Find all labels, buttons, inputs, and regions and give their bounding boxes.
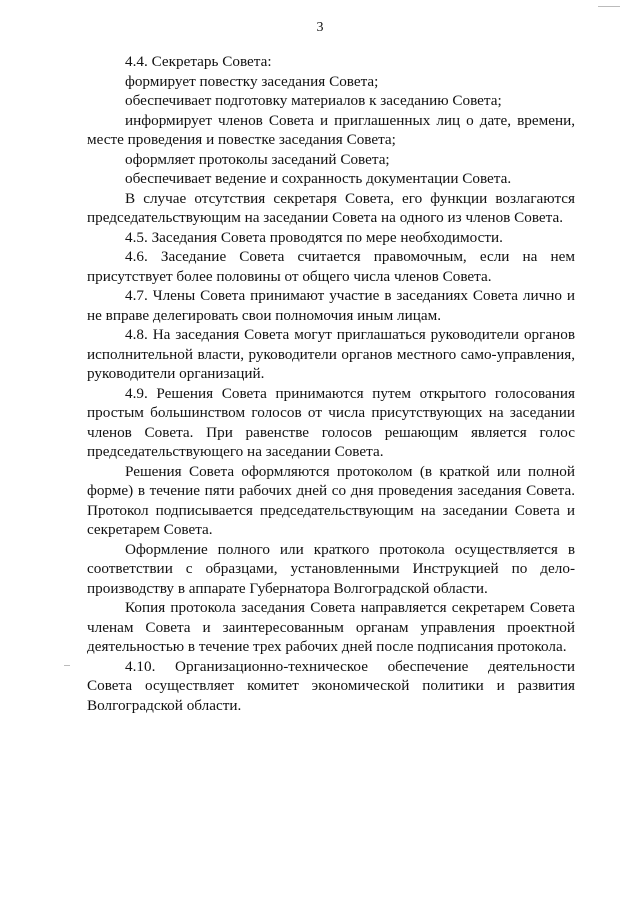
document-body	[87, 52, 575, 715]
paragraph-4-4: 4.4. Секретарь Совета:	[125, 53, 272, 70]
paragraph-4-9: 4.9. Решения Совета принимаются путем открытого голосования простым большинством голосов от числа присутствующих на заседании членов Совета. При равенстве голосов решающим является голос председательствующего на заседании Совета.	[87, 384, 575, 460]
paragraph: Решения Совета оформляются протоколом (в краткой или полной форме) в течение пяти рабочих дней со дня проведения заседания Совета. Протокол подписывается председательствующим на заседании Совета и секретарем Совета.	[87, 462, 575, 538]
list-item: обеспечивает подготовку материалов к заседанию Совета;	[125, 92, 502, 109]
paragraph: Копия протокола заседания Совета направляется секретарем Совета членам Совета и заинтересованным органам управления проектной деятельностью в течение трех рабочих дней после подписания протокола.	[87, 599, 575, 655]
paragraph: В случае отсутствия секретаря Совета, его функции возлагаются председательствующим на заседании Совета на одного из членов Совета.	[87, 189, 575, 226]
list-item: оформляет протоколы заседаний Совета;	[125, 150, 390, 168]
scan-mark	[598, 6, 620, 7]
paragraph-4-7: 4.7. Члены Совета принимают участие в заседаниях Совета лично и не вправе делегировать свои полномочия иным лицам.	[87, 287, 575, 324]
list-item: обеспечивает ведение и сохранность документации Совета.	[125, 170, 512, 187]
paragraph: Оформление полного или краткого протокола осуществляется в соответствии с образцами, установленными Инструкцией по дело-производству в аппарате Губернатора Волгоградской области.	[87, 540, 575, 597]
paragraph-4-8: 4.8. На заседания Совета могут приглашаться руководители органов исполнительной власти, руководители органов местного само-управления, руководители организаций.	[87, 326, 575, 382]
paragraph-4-6: 4.6. Заседание Совета считается правомочным, если на нем присутствует более половины от общего числа членов Совета.	[87, 248, 575, 285]
paragraph-4-5: 4.5. Заседания Совета проводятся по мере необходимости.	[125, 228, 503, 246]
paragraph-4-10: 4.10. Организационно-техническое обеспечение деятельности Совета осуществляет комитет экономической политики и развития Волгоградской области.	[87, 657, 575, 714]
page-number: 3	[316, 20, 324, 35]
list-item: формирует повестку заседания Совета;	[125, 72, 379, 90]
list-item: информирует членов Совета и приглашенных лиц о дате, времени, месте проведения и повестке заседания Совета;	[87, 111, 575, 148]
scan-mark	[64, 665, 70, 666]
